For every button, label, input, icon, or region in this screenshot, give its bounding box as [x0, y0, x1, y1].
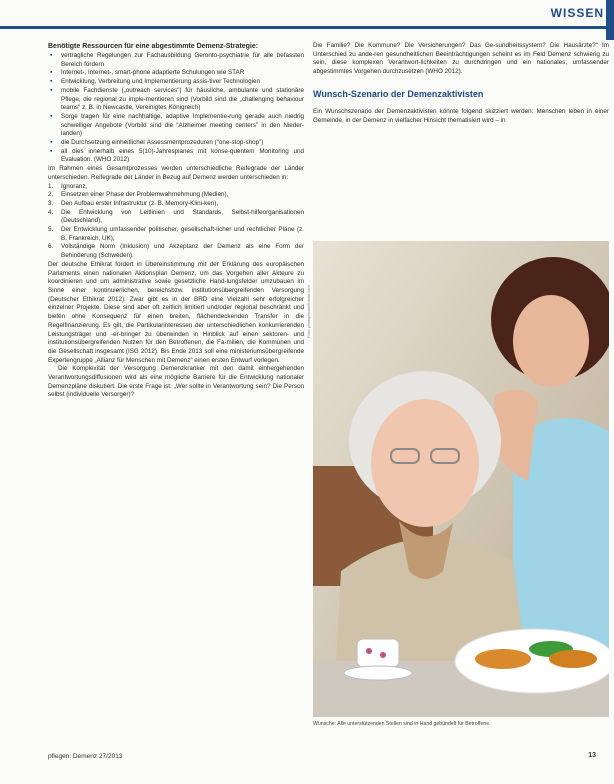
right-column [313, 42, 609, 125]
left-column [48, 42, 304, 730]
body-paragraph: Der deutsche Ethikrat fordert in Übereinstimmung mit der Erklärung des europäischen Parlaments einen nationalen Aktionsplan Demenz, um das Vorgehen aller Akteure zu koordinieren und um administrative sowie gesetzliche Hand-lungsfelder umzubauen im Sinne einer kontinuierlichen, bereichsbzw. institutionsübergreifenden Versorgung (Deutscher Ethikrat 2012). Zwar gibt es in der BRD eine Vielzahl sehr erfolgreicher einzelner Projekte. Diese sind aber oft zeitlich limitiert und/oder regional beschränkt und bieten ohne Konsequenz für einen breiten, flächendeckenden Transfer in die Regelfinanzierung. Es gilt, die Partikularinteressen der unterschiedlichen konkurrierenden Leistungsträger und -er-bringer zu überwinden in Hinblick auf einen sektoren- und institutionsübergreifenden Nutzen für den Betroffenen, die Fa-milien, die Kommunen und die Gesellschaft insgesamt (ISG 2012). Bis Ende 2013 soll eine ministeriumsübergreifende Expertengruppe „Allianz für Menschen mit Demenz“ einen ersten Entwurf vorlegen. [48, 260, 304, 364]
list-item [48, 200, 304, 209]
body-paragraph: Im Rahmen eines Gesamtprozesses werden unterschiedliche Reifegrade der Länder unterschieden. Reifegrade der Länder in Bezug auf Demenz werden unterschieden in: [48, 165, 304, 181]
body-paragraph: Ein Wunschszenario der Demenzaktivisten könnte folgend skizziert werden: Menschen leben in einer Gemeinde, in der Demenz in vielfacher Hinsicht thematisiert wird – in [313, 107, 609, 124]
list-item [48, 191, 304, 200]
header-rule [0, 26, 614, 29]
list-text: Ignoranz, [61, 182, 88, 190]
maturity-list [48, 183, 304, 261]
body-paragraph: Die Komplexität der Versorgung Demenzkranker mit den damit einhergehenden Verantwortungsdiffusionen wird als eine mögliche Barriere für die Entwicklung nationaler Demenzpläne diskutiert. Die erste Frage ist: „Wer sollte in Verantwortung sein? Die Person selbst (individuelle Versorger)? [48, 365, 304, 399]
list-number: 2. [48, 191, 54, 199]
list-number: 1. [48, 182, 54, 190]
resources-subhead: Benötigte Ressourcen für eine abgestimmte Demenz-Strategie: [48, 43, 259, 50]
photo-credit: Foto: photophonie/fotolia.com [306, 285, 311, 338]
list-item: ▪ vertragliche Regelungen zur Fachausbildung Geronto-psychiatrie für alle befassten Bereich fördern [48, 52, 304, 69]
list-text: Vollständige Norm (Inklusion) und Akzeptanz der Demenz als eine Form der Behinderung (Schweden). [61, 243, 304, 260]
body-paragraph: Die Familie? Die Kommune? Die Versicherungen? Das Ge-sundheitssystem? Die Hausärzte?“ Im Unterschied zu ande-ren gesundheitlichen Beeinträchtigungen scheint es im Feld Demenz schwierig zu sein, diese komplexen Verantwort-lichkeiten zu durchdringen und ein nationales, umfassender abgestimmtes Vorgehen durchzusetzen (WHO 2012). [313, 42, 609, 76]
list-number: 3. [48, 199, 54, 207]
list-text: Der Entwicklung umfassender politischer, gesellschaft-licher und rechtlicher Pläne (z. B. Frankreich, UK), [61, 226, 304, 242]
list-number: 5. [48, 226, 54, 234]
section-label: WISSEN [550, 6, 604, 20]
list-text: Einsetzen einer Phase der Problemwahrnehmung (Medien), [61, 191, 229, 199]
list-item: ▪ die Durchsetzung einheitlicher Assessmentprozeduren (“one-stop-shop”) [48, 139, 304, 148]
photo-caption: Wünsche: Alle unterstützenden Stellen sind in Hand gebündelt für Betroffene. [313, 721, 491, 727]
list-item [48, 209, 304, 226]
list-item: ▪ mobile Fachdienste („outreach services“) für häusliche, ambulante und stationäre Pflege, die regional zu imple-mentieren sind (Vorbild sind die „challenging behaviour teams“ z. B. in Newcastle, Vereinigtes Königreich) [48, 87, 304, 113]
list-item [48, 183, 304, 192]
list-text: Die Entwicklung von Leitlinien und Standards, Selbst-hilfeorganisationen (Deutschland), [61, 208, 304, 225]
list-number: 6. [48, 243, 54, 251]
list-item: ▪ Sorge tragen für eine nachhaltige, adaptive Implementie-rung gerade auch niedrig schwelliger Angebote (Vorbild sind die “Alzheimer meeting centers” in den Nieder-landen) [48, 113, 304, 139]
section-tab [606, 0, 614, 40]
journal-footer: pflegen: Demenz 27/2013 [48, 753, 123, 760]
list-item [48, 243, 304, 260]
list-text: Den Aufbau erster Infrastruktur (z. B. Memory-Klini-ken), [61, 199, 219, 207]
section-heading: Wunsch-Szenario der Demenzaktivisten [313, 88, 484, 99]
list-item: ▪ all dies innerhalb eines 5(10)-Jahresplanes mit konse-quentem Monitoring und Evaluation. (WHO 2012) [48, 148, 304, 165]
list-number: 4. [48, 208, 54, 216]
article-photo [313, 241, 609, 717]
photo-illustration [313, 241, 609, 717]
list-item: ▪ Entwicklung, Verbreitung und Implementierung assis-tiver Technologien [48, 78, 304, 87]
page-number: 13 [588, 752, 596, 759]
list-item: ▪ Internet-, Internet-, smart-phone adaptierte Schulungen wie STAR [48, 69, 304, 78]
list-item [48, 226, 304, 243]
resources-list [48, 52, 304, 165]
